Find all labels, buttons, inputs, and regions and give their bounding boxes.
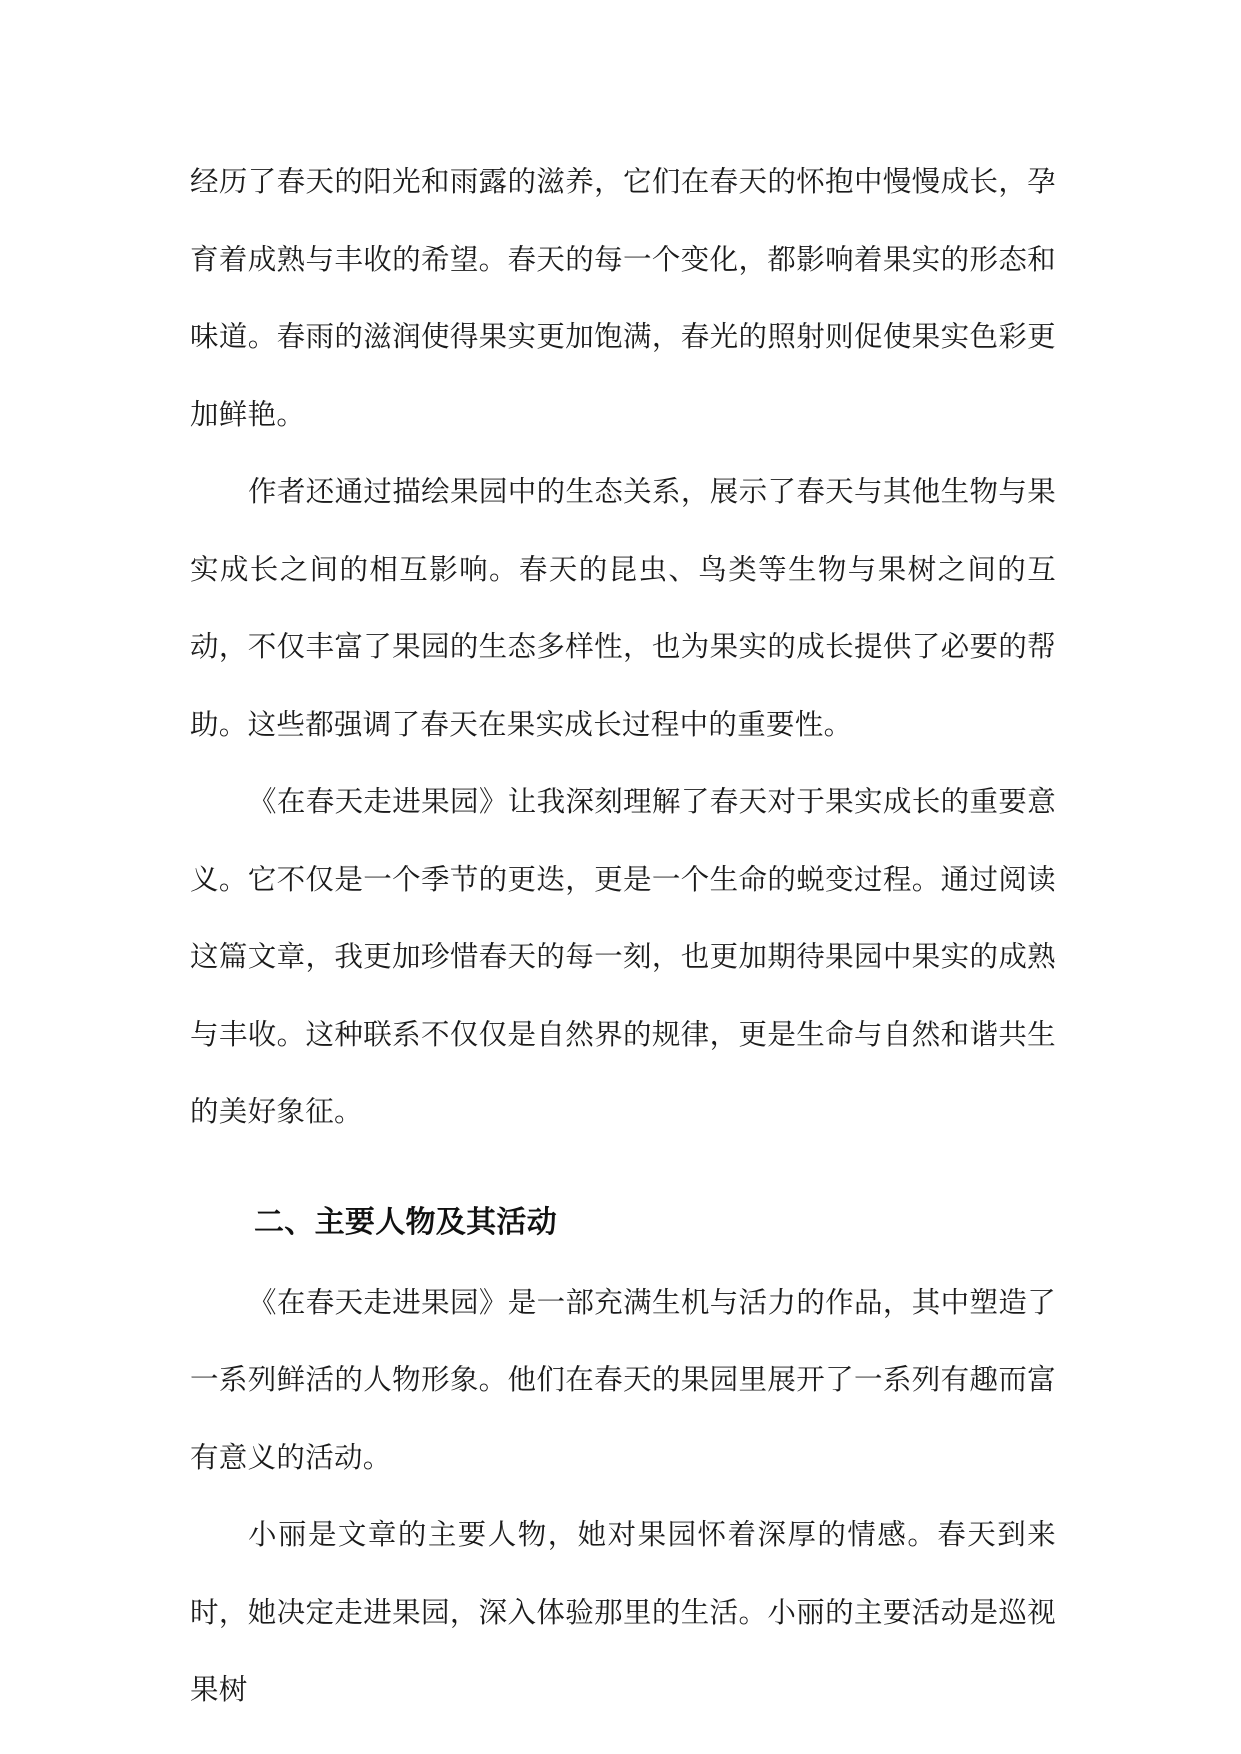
section-heading: 二、主要人物及其活动 <box>254 1204 557 1240</box>
paragraph-xiaoli: 小丽是文章的主要人物，她对果园怀着深厚的情感。春天到来时，她决定走进果园，深入体验那里的生活。小丽的主要活动是巡视果树 <box>190 1518 1056 1706</box>
paragraph-ecology: 作者还通过描绘果园中的生态关系，展示了春天与其他生物与果实成长之间的相互影响。春天的昆虫、鸟类等生物与果树之间的互动，不仅丰富了果园的生态多样性，也为果实的成长提供了必要的帮助。这些都强调了春天在果实成长过程中的重要性。 <box>190 475 1056 741</box>
paragraph-reflection: 《在春天走进果园》让我深刻理解了春天对于果实成长的重要意义。它不仅是一个季节的更迭，更是一个生命的蜕变过程。通过阅读这篇文章，我更加珍惜春天的每一刻，也更加期待果园中果实的成熟与丰收。这种联系不仅仅是自然界的规律，更是生命与自然和谐共生的美好象征。 <box>190 785 1056 1128</box>
paragraph-continuation: 经历了春天的阳光和雨露的滋养，它们在春天的怀抱中慢慢成长，孕育着成熟与丰收的希望。春天的每一个变化，都影响着果实的形态和味道。春雨的滋润使得果实更加饱满，春光的照射则促使果实色彩更加鲜艳。 <box>190 165 1056 431</box>
document-body <box>190 143 1056 1729</box>
paragraph-characters-intro: 《在春天走进果园》是一部充满生机与活力的作品，其中塑造了一系列鲜活的人物形象。他们在春天的果园里展开了一系列有趣而富有意义的活动。 <box>190 1285 1056 1474</box>
